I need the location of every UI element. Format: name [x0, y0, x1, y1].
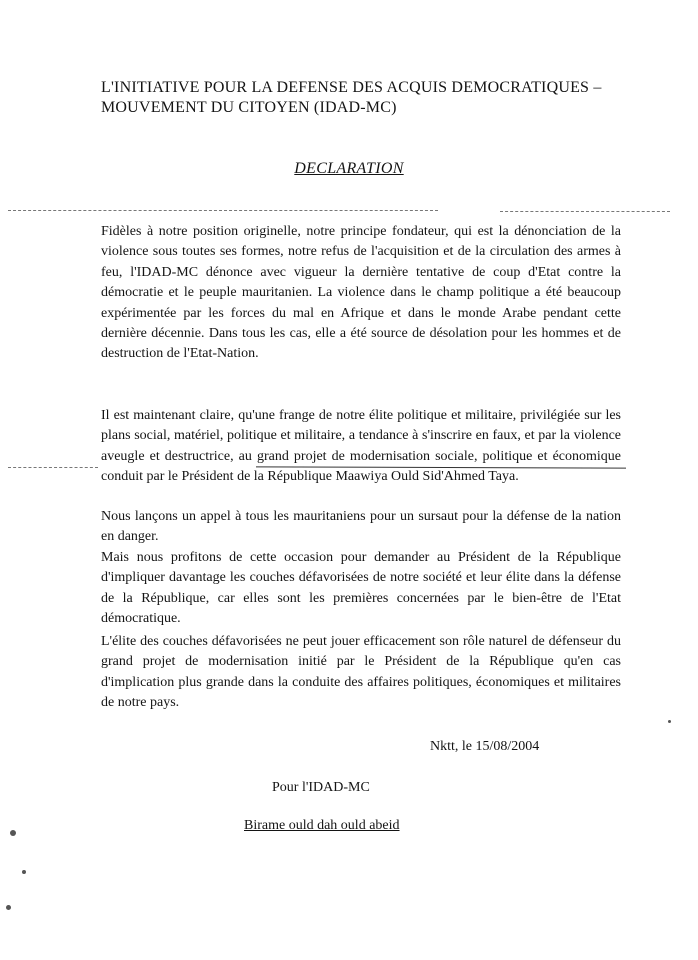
scan-fold-line	[8, 210, 438, 211]
signatory-name: Birame ould dah ould abeid	[244, 818, 400, 833]
scan-fold-line-right	[500, 211, 670, 212]
paragraph-1: Fidèles à notre position originelle, notre principe fondateur, qui est la dénonciation de la violence sous toutes ses formes, notre refus de l'acquisition et de la circulation des armes à feu, l'IDAD-MC dénonce avec vigueur la dernière tentative de coup d'Etat contre la démocratie et le peuple mauritanien. La violence dans le champ politique a été beaucoup expérimentée par les forces du mal en Afrique et dans le monde Arabe pendant cette dernière décennie. Dans tous les cas, elle a été source de désolation pour les hommes et de destruction de l'Etat-Nation.	[101, 224, 621, 362]
paragraph-4: Mais nous profitons de cette occasion pour demander au Président de la République d'impliquer davantage les couches défavorisées de notre société et leur élite dans la défense de la République, car elles sont les premières concernées par le bien-être de l'Etat démocratique.	[101, 550, 621, 627]
scan-speck	[10, 830, 16, 836]
signatory-organization: Pour l'IDAD-MC	[272, 780, 370, 795]
scan-speck	[668, 720, 671, 723]
paragraph-5: L'élite des couches défavorisées ne peut jouer efficacement son rôle naturel de défenseur du grand projet de modernisation initié par le Président de la République qu'en cas d'implication plus grande dans la conduite des affaires politiques, économiques et militaires de notre pays.	[101, 634, 621, 711]
organization-name-line-2: MOUVEMENT DU CITOYEN (IDAD-MC)	[101, 99, 397, 116]
scan-speck	[22, 870, 26, 874]
scan-speck	[6, 905, 11, 910]
paragraph-3: Nous lançons un appel à tous les mauritaniens pour un sursaut pour la défense de la nation en danger.	[101, 509, 621, 545]
scan-mark-left	[8, 467, 98, 468]
document-title: DECLARATION	[294, 160, 404, 177]
place-and-date: Nktt, le 15/08/2004	[430, 739, 540, 754]
organization-name-line-1: L'INITIATIVE POUR LA DEFENSE DES ACQUIS DEMOCRATIQUES –	[101, 79, 602, 96]
paragraph-2: Il est maintenant claire, qu'une frange de notre élite politique et militaire, privilégiée sur les plans social, matériel, politique et militaire, a tendance à s'inscrire en faux, et par la violence aveugle et destructrice, au grand projet de modernisation sociale, politique et économique conduit par le Président de la République Maawiya Ould Sid'Ahmed Taya.	[101, 408, 621, 485]
